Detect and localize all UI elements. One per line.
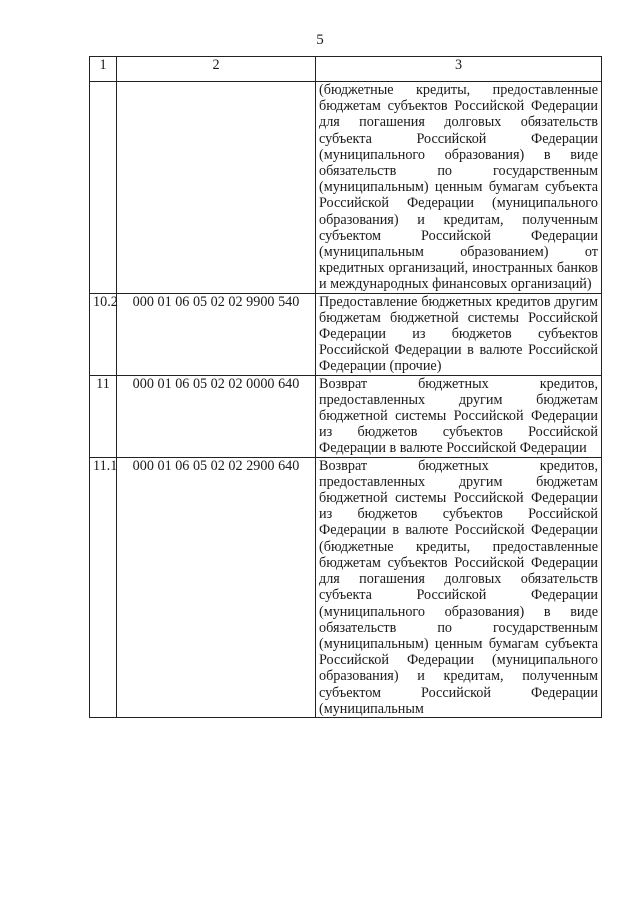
budget-code (117, 82, 316, 294)
column-header-3: 3 (316, 57, 602, 82)
row-number: 10.2 (90, 293, 117, 375)
column-header-2: 2 (117, 57, 316, 82)
column-header-1: 1 (90, 57, 117, 82)
row-description: Возврат бюджетных кредитов, предоставленных другим бюджетам бюджетной системы Российской Федерации из бюджетов субъектов Российской Федерации в валюте Российской Федерации (бюджетные кредиты, предоставленные бюджетам субъектов Российской Федерации для погашения долговых обязательств субъекта Российской Федерации (муниципального образования) в виде обязательств по государственным (муниципальным) ценным бумагам субъекта Российской Федерации (муниципального образования) и кредитам, полученным субъектом Российской Федерации (муниципальным (316, 457, 602, 717)
row-number: 11.1 (90, 457, 117, 717)
row-number: 11 (90, 375, 117, 457)
header-row (90, 57, 602, 82)
budget-code: 000 01 06 05 02 02 0000 640 (117, 375, 316, 457)
budget-sources-table (89, 56, 602, 718)
table-row (90, 82, 602, 294)
budget-code: 000 01 06 05 02 02 9900 540 (117, 293, 316, 375)
table-body (90, 82, 602, 718)
row-description: Предоставление бюджетных кредитов другим бюджетам бюджетной системы Российской Федерации из бюджетов субъектов Российской Федерации в валюте Российской Федерации (прочие) (316, 293, 602, 375)
table-row (90, 375, 602, 457)
table-header (90, 57, 602, 82)
row-number (90, 82, 117, 294)
budget-code: 000 01 06 05 02 02 2900 640 (117, 457, 316, 717)
row-description: Возврат бюджетных кредитов, предоставленных другим бюджетам бюджетной системы Российской Федерации из бюджетов субъектов Российской Федерации в валюте Российской Федерации (316, 375, 602, 457)
row-description: (бюджетные кредиты, предоставленные бюджетам субъектов Российской Федерации для погашения долговых обязательств субъекта Российской Федерации (муниципального образования) в виде обязательств по государственным (муниципальным) ценным бумагам субъекта Российской Федерации (муниципального образования) и кредитам, полученным субъектом Российской Федерации (муниципальным образованием) от кредитных организаций, иностранных банков и международных финансовых организаций) (316, 82, 602, 294)
table-row (90, 457, 602, 717)
page-number: 5 (316, 32, 324, 48)
table-row (90, 293, 602, 375)
